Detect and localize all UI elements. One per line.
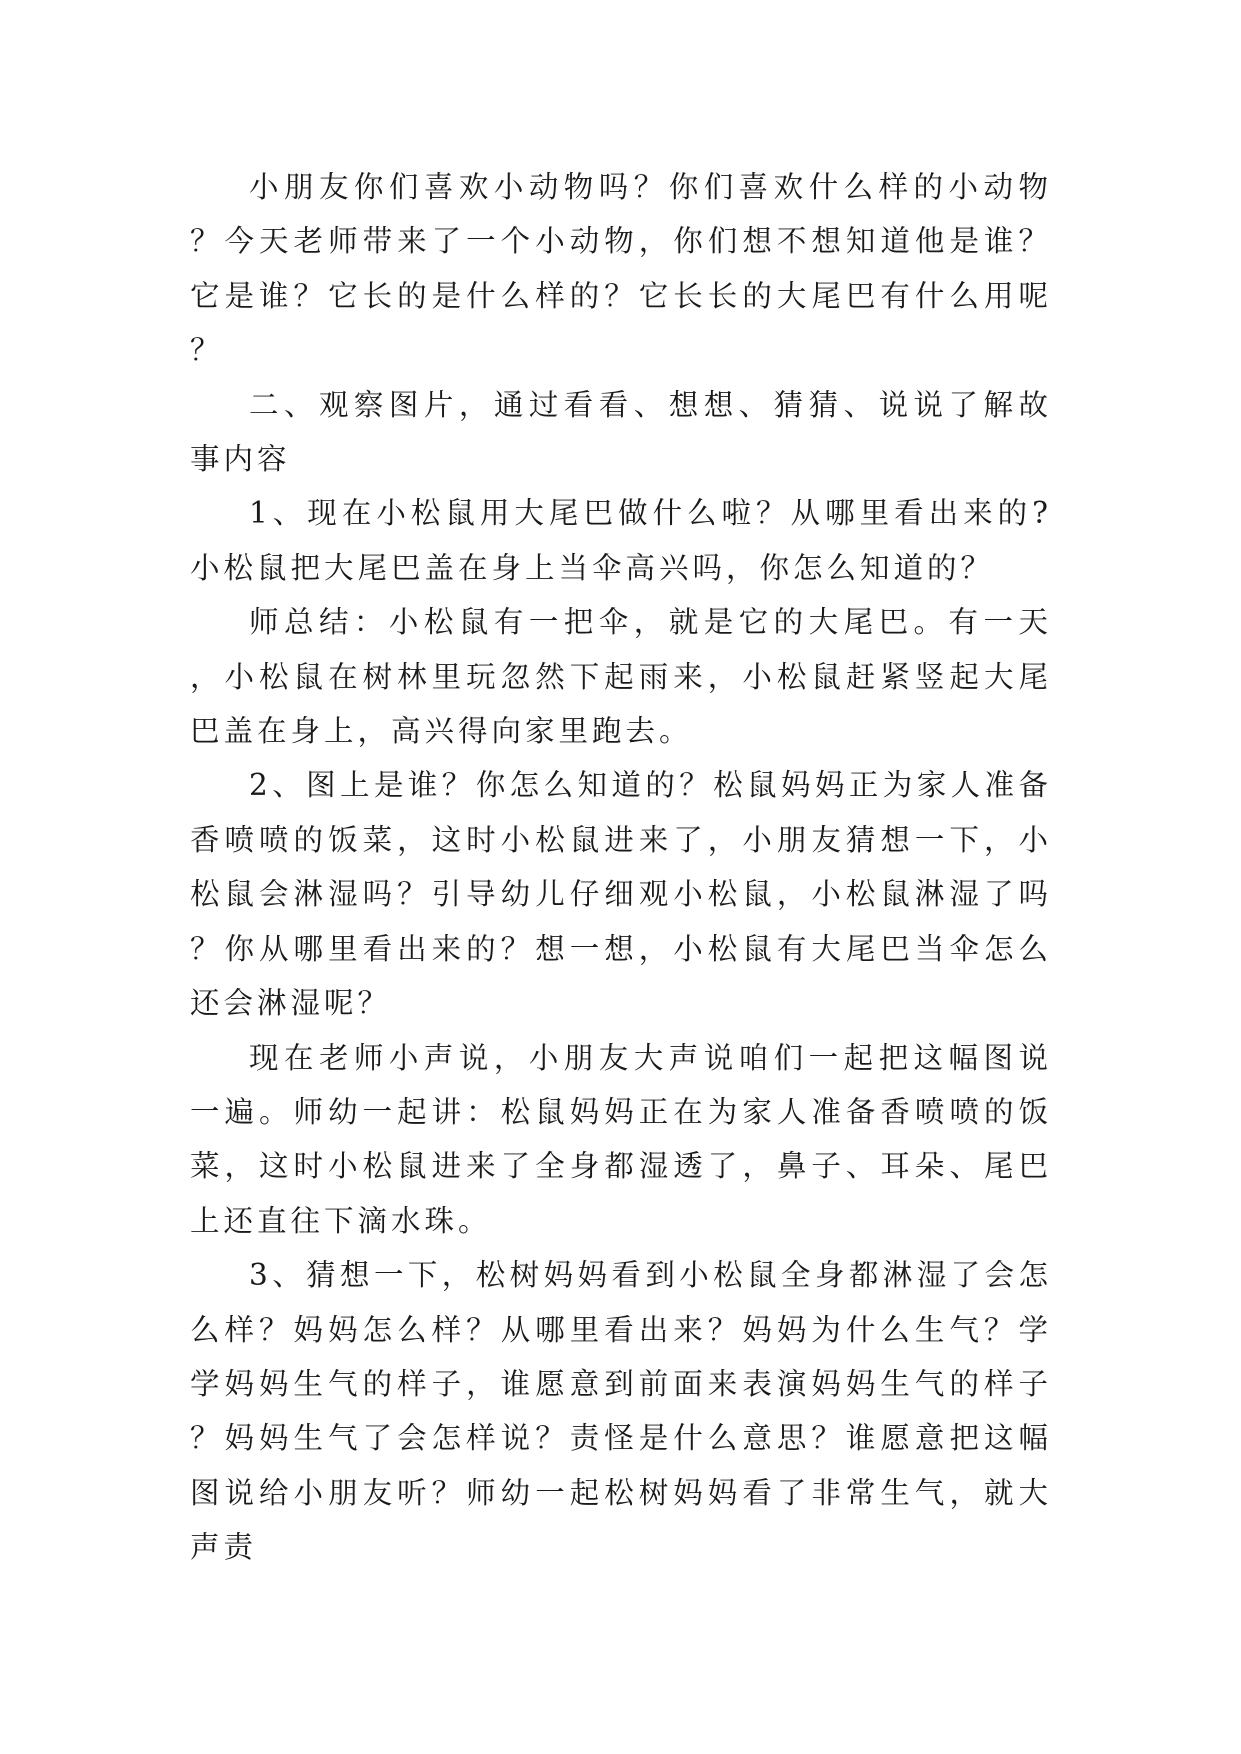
document-page bbox=[190, 160, 1052, 1610]
paragraph-intro: 小朋友你们喜欢小动物吗？你们喜欢什么样的小动物？今天老师带来了一个小动物，你们想不想知道他是谁？它是谁？它长的是什么样的？它长长的大尾巴有什么用呢？ bbox=[190, 170, 1052, 368]
paragraph-item-1: 1、现在小松鼠用大尾巴做什么啦？从哪里看出来的?小松鼠把大尾巴盖在身上当伞高兴吗，你怎么知道的？ bbox=[190, 496, 1052, 585]
paragraph-retell: 现在老师小声说，小朋友大声说咱们一起把这幅图说一遍。师幼一起讲：松鼠妈妈正在为家人准备香喷喷的饭菜，这时小松鼠进来了全身都湿透了，鼻子、耳朵、尾巴上还直往下滴水珠。 bbox=[190, 1040, 1052, 1238]
paragraph-item-3: 3、猜想一下，松树妈妈看到小松鼠全身都淋湿了会怎么样？妈妈怎么样？从哪里看出来？妈妈为什么生气？学学妈妈生气的样子，谁愿意到前面来表演妈妈生气的样子？妈妈生气了会怎样说？责怪是什么意思？谁愿意把这幅图说给小朋友听？师幼一起松树妈妈看了非常生气，就大声责 bbox=[190, 1258, 1052, 1565]
paragraph-teacher-summary: 师总结：小松鼠有一把伞，就是它的大尾巴。有一天，小松鼠在树林里玩忽然下起雨来，小松鼠赶紧竖起大尾巴盖在身上，高兴得向家里跑去。 bbox=[190, 605, 1052, 749]
paragraph-section-two-heading: 二、观察图片，通过看看、想想、猜猜、说说了解故事内容 bbox=[190, 387, 1052, 477]
paragraph-item-2: 2、图上是谁？你怎么知道的？松鼠妈妈正为家人准备香喷喷的饭菜，这时小松鼠进来了，小朋友猜想一下，小松鼠会淋湿吗？引导幼儿仔细观小松鼠，小松鼠淋湿了吗？你从哪里看出来的？想一想，小松鼠有大尾巴当伞怎么还会淋湿呢？ bbox=[190, 768, 1052, 1021]
